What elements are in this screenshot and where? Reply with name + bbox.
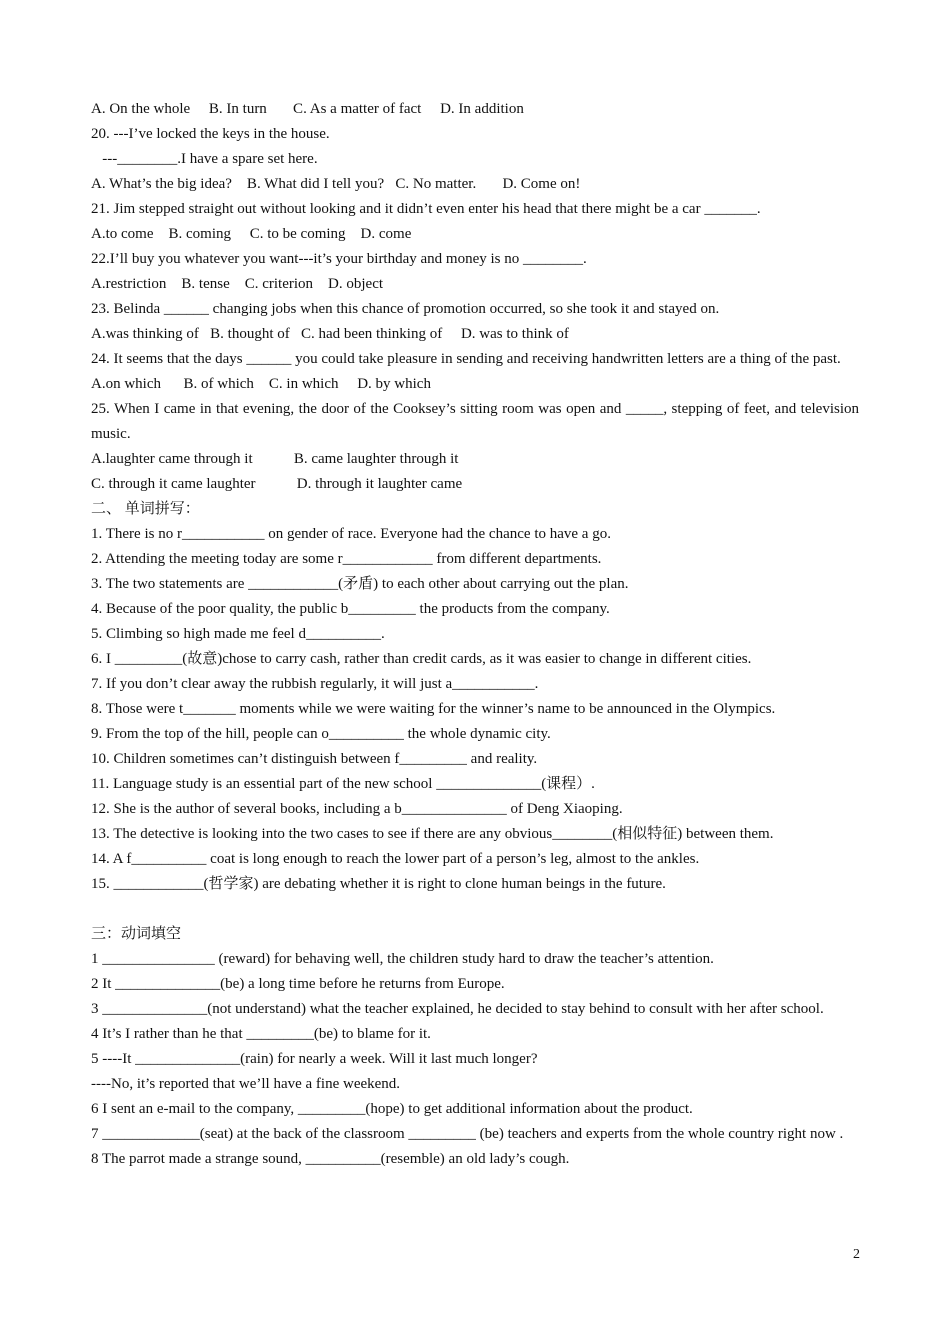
- section2-heading: 二、 单词拼写：: [91, 501, 200, 517]
- verb-item-1: 1 _______________ (reward) for behaving well, the children study hard to draw the teacher’s attention.: [91, 951, 714, 967]
- q25-stem: 25. When I came in that evening, the door of the Cooksey’s sitting room was open and _____, stepping of feet, and television music.: [91, 401, 859, 442]
- verb-item-7: 7 _____________(seat) at the back of the classroom _________ (be) teachers and experts from the whole country right now .: [91, 1126, 844, 1142]
- spelling-item: 7. If you don’t clear away the rubbish regularly, it will just a___________.: [91, 676, 539, 692]
- q21-options: A.to come B. coming C. to be coming D. come: [91, 226, 412, 242]
- spelling-item: 5. Climbing so high made me feel d__________.: [91, 626, 385, 642]
- document-body: [91, 97, 859, 1172]
- q24-stem: 24. It seems that the days ______ you could take pleasure in sending and receiving handwritten letters are a thing of the past.: [91, 351, 841, 367]
- spelling-item: 15. ____________(哲学家) are debating whether it is right to clone human beings in the future.: [91, 876, 666, 892]
- spelling-item: 8. Those were t_______ moments while we were waiting for the winner’s name to be announced in the Olympics.: [91, 701, 776, 717]
- spelling-item: 14. A f__________ coat is long enough to reach the lower part of a person’s leg, almost to the ankles.: [91, 851, 700, 867]
- q21-stem: 21. Jim stepped straight out without looking and it didn’t even enter his head that there might be a car _______.: [91, 201, 761, 217]
- spelling-item: 10. Children sometimes can’t distinguish between f_________ and reality.: [91, 751, 538, 767]
- q20-stem: 20. ---I’ve locked the keys in the house.: [91, 126, 330, 142]
- q20-reply: ---________.I have a spare set here.: [91, 151, 318, 167]
- verb-item-5-reply: ----No, it’s reported that we’ll have a fine weekend.: [91, 1076, 401, 1092]
- q22-stem: 22.I’ll buy you whatever you want---it’s your birthday and money is no ________.: [91, 251, 587, 267]
- verb-item-5: 5 ----It ______________(rain) for nearly a week. Will it last much longer?: [91, 1051, 538, 1067]
- spelling-item: 6. I _________(故意)chose to carry cash, rather than credit cards, as it was easier to change in different cities.: [91, 651, 752, 667]
- q22-options: A.restriction B. tense C. criterion D. object: [91, 276, 384, 292]
- section3-heading: 三：动词填空: [91, 926, 182, 942]
- spelling-item: 13. The detective is looking into the two cases to see if there are any obvious________(相似特征) between them.: [91, 826, 774, 842]
- q20-options: A. What’s the big idea? B. What did I tell you? C. No matter. D. Come on!: [91, 176, 581, 192]
- q25-options-cd: C. through it came laughter D. through it laughter came: [91, 476, 463, 492]
- verb-item-6: 6 I sent an e-mail to the company, _________(hope) to get additional information about the product.: [91, 1101, 693, 1117]
- verb-item-3: 3 ______________(not understand) what the teacher explained, he decided to stay behind to consult with her after school.: [91, 1001, 824, 1017]
- q25-options-ab: A.laughter came through it B. came laughter through it: [91, 451, 459, 467]
- spelling-item: 2. Attending the meeting today are some r____________ from different departments.: [91, 551, 602, 567]
- page-number: 2: [853, 1247, 860, 1262]
- verb-item-2: 2 It ______________(be) a long time before he returns from Europe.: [91, 976, 505, 992]
- spelling-item: 12. She is the author of several books, including a b______________ of Deng Xiaoping.: [91, 801, 623, 817]
- spelling-item: 4. Because of the poor quality, the public b_________ the products from the company.: [91, 601, 610, 617]
- spelling-item: 1. There is no r___________ on gender of race. Everyone had the chance to have a go.: [91, 526, 611, 542]
- section-spacer: [91, 897, 859, 922]
- q24-options: A.on which B. of which C. in which D. by which: [91, 376, 431, 392]
- spelling-item: 9. From the top of the hill, people can o__________ the whole dynamic city.: [91, 726, 551, 742]
- verb-item-8: 8 The parrot made a strange sound, __________(resemble) an old lady’s cough.: [91, 1151, 570, 1167]
- q23-options: A.was thinking of B. thought of C. had been thinking of D. was to think of: [91, 326, 569, 342]
- q19-options: A. On the whole B. In turn C. As a matter of fact D. In addition: [91, 101, 524, 117]
- q23-stem: 23. Belinda ______ changing jobs when this chance of promotion occurred, so she took it and stayed on.: [91, 301, 720, 317]
- spelling-item: 11. Language study is an essential part of the new school ______________(课程）.: [91, 776, 595, 792]
- verb-item-4: 4 It’s I rather than he that _________(be) to blame for it.: [91, 1026, 431, 1042]
- spelling-item: 3. The two statements are ____________(矛盾) to each other about carrying out the plan.: [91, 576, 629, 592]
